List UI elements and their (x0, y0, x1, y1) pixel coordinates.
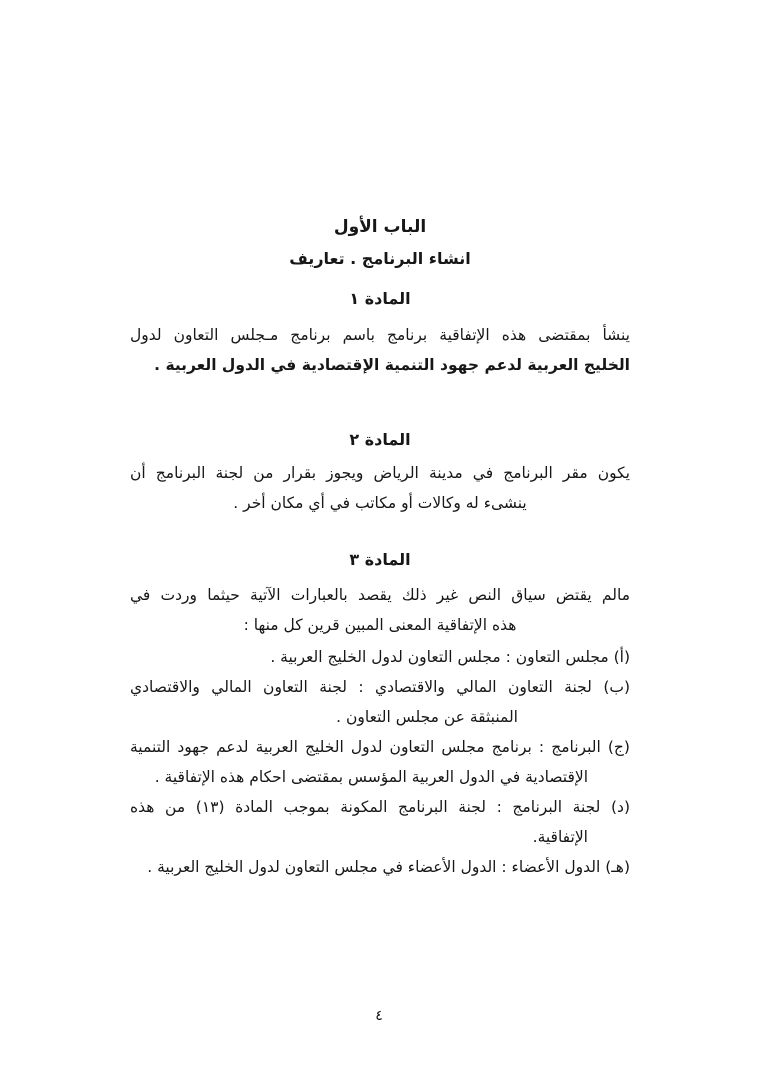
item-text-c-1: البرنامج : برنامج مجلس التعاون لدول الخليج العربية لدعم جهود التنمية (130, 738, 601, 756)
list-item-c-line-2: الإقتصادية في الدول العربية المؤسس بمقتضى احكام هذه الإتفاقية . (154, 768, 588, 786)
list-item-a (130, 642, 630, 672)
item-text-d-1: لجنة البرنامج : لجنة البرنامج المكونة بموجب المادة (١٣) من هذه (130, 798, 601, 816)
article-2-line-1: يكون مقر البرنامج في مدينة الرياض ويجوز بقرار من لجنة البرنامج أن (130, 464, 630, 482)
chapter-title: الباب الأول (333, 217, 427, 237)
item-marker-e: (هـ) (605, 858, 630, 876)
chapter-subtitle: انشاء البرنامج . تعاريف (289, 249, 471, 268)
list-item-b-line-2: المنبثقة عن مجلس التعاون . (336, 708, 518, 726)
article-3-heading: المادة ٣ (349, 550, 411, 569)
item-marker-b: (ب) (603, 678, 630, 696)
article-1-line-2: الخليج العربية لدعم جهود التنمية الإقتصادية في الدول العربية . (154, 356, 630, 374)
item-marker-d: (د) (611, 798, 630, 816)
item-marker-c: (ج) (607, 738, 630, 756)
list-item-b-line-1 (130, 672, 630, 702)
article-3-intro-line-2: هذه الإتفاقية المعنى المبين قرين كل منها : (243, 616, 517, 634)
list-item-c-line-1 (130, 732, 630, 762)
item-text-e: الدول الأعضاء : الدول الأعضاء في مجلس التعاون لدول الخليج العربية . (147, 858, 601, 876)
article-1-heading: المادة ١ (349, 289, 411, 308)
page-number: ٤ (375, 1008, 383, 1024)
list-item-e (130, 852, 630, 882)
article-2-line-2: ينشىء له وكالات أو مكاتب في أي مكان أخر . (233, 494, 527, 512)
item-text-a: مجلس التعاون : مجلس التعاون لدول الخليج العربية . (270, 648, 609, 666)
list-item-d-line-1 (130, 792, 630, 822)
article-3-intro-line-1: مالم يقتض سياق النص غير ذلك يقصد بالعبارات الآتية حيثما وردت في (130, 586, 630, 604)
article-1-line-1: ينشأ بمقتضى هذه الإتفاقية برنامج باسم برنامج مـجلس التعاون لدول (130, 326, 630, 344)
item-marker-a: (أ) (613, 648, 630, 666)
article-2-heading: المادة ٢ (349, 430, 411, 449)
definitions-list (130, 642, 630, 882)
list-item-d-line-2: الإتفاقية. (532, 828, 588, 846)
item-text-b-1: لجنة التعاون المالي والاقتصادي : لجنة التعاون المالي والاقتصادي (130, 678, 592, 696)
